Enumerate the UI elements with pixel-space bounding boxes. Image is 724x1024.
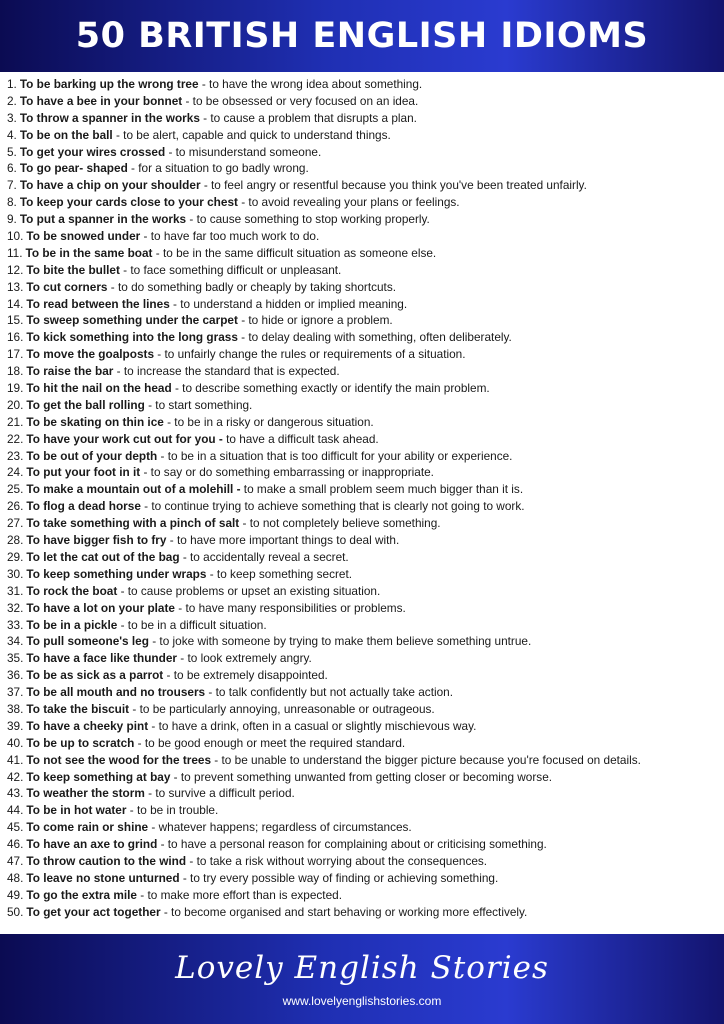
idiom-item xyxy=(0,650,724,667)
idiom-definition: - to have far too much work to do. xyxy=(140,229,320,244)
idiom-number: 31. xyxy=(7,583,24,598)
idiom-definition: - to survive a difficult period. xyxy=(144,786,295,801)
idiom-definition: - to look extremely angry. xyxy=(176,651,312,666)
idiom-definition: - to face something difficult or unpleasant. xyxy=(119,262,342,277)
idiom-item xyxy=(0,481,724,498)
idiom-number: 1. xyxy=(7,77,17,91)
idiom-item xyxy=(0,431,724,448)
idiom-item xyxy=(0,346,724,363)
idiom-term: To cut corners xyxy=(26,279,108,294)
idiom-number: 34. xyxy=(7,634,24,649)
idiom-term: To have a cheeky pint xyxy=(26,718,149,733)
idiom-item xyxy=(0,312,724,329)
idiom-item xyxy=(0,853,724,870)
idiom-item xyxy=(0,870,724,887)
idiom-term: To not see the wood for the trees xyxy=(26,752,212,767)
idiom-definition: - to make more effort than is expected. xyxy=(136,887,342,902)
idiom-term: To move the goalposts xyxy=(26,347,155,362)
idiom-definition: - to unfairly change the rules or requirements of a situation. xyxy=(154,347,466,362)
idiom-item xyxy=(0,566,724,583)
idiom-number: 7. xyxy=(7,178,17,193)
idiom-term: To go pear- shaped xyxy=(19,161,128,176)
idiom-item xyxy=(0,397,724,414)
idiom-number: 19. xyxy=(7,381,24,396)
idiom-number: 25. xyxy=(7,482,24,497)
idiom-number: 20. xyxy=(7,397,24,412)
idiom-definition: - to cause problems or upset an existing situation. xyxy=(117,583,381,598)
idiom-number: 26. xyxy=(7,499,24,514)
idiom-item xyxy=(0,93,724,110)
idiom-definition: - to understand a hidden or implied meaning. xyxy=(169,296,408,311)
idiom-number: 12. xyxy=(7,262,24,277)
idiom-item xyxy=(0,549,724,566)
idiom-term: To sweep something under the carpet xyxy=(26,313,238,328)
header-banner xyxy=(0,0,724,72)
idiom-item xyxy=(0,380,724,397)
idiom-term: To be snowed under xyxy=(26,229,141,244)
idiom-item xyxy=(0,160,724,177)
idiom-number: 47. xyxy=(7,853,24,868)
idiom-number: 3. xyxy=(7,110,17,125)
idiom-definition: - to feel angry or resentful because you think you've been treated unfairly. xyxy=(200,178,587,193)
page-title: 50 BRITISH ENGLISH IDIOMS xyxy=(75,16,649,56)
idiom-definition: - to talk confidently but not actually take action. xyxy=(205,685,453,700)
idiom-number: 17. xyxy=(7,347,24,362)
idiom-item xyxy=(0,279,724,296)
idiom-term: To rock the boat xyxy=(26,583,118,598)
idiom-term: To raise the bar xyxy=(26,364,114,379)
idiom-term: To take something with a pinch of salt xyxy=(26,516,240,531)
idiom-term: To put a spanner in the works xyxy=(19,212,187,227)
idiom-term: To keep something under wraps xyxy=(26,566,207,581)
idiom-term: To have bigger fish to fry xyxy=(26,533,167,548)
idiom-term: To bite the bullet xyxy=(26,262,120,277)
idiom-term: To weather the storm xyxy=(26,786,145,801)
idiom-term: To keep your cards close to your chest xyxy=(19,195,238,210)
idiom-term: To have a chip on your shoulder xyxy=(19,178,201,193)
idiom-item xyxy=(0,785,724,802)
idiom-term: To kick something into the long grass xyxy=(26,330,238,345)
idiom-definition: - to continue trying to achieve something that is clearly not going to work. xyxy=(140,499,525,514)
idiom-definition: - to joke with someone by trying to make them believe something untrue. xyxy=(148,634,532,649)
idiom-definition: - to say or do something embarrassing or inappropriate. xyxy=(140,465,434,480)
idiom-number: 4. xyxy=(7,127,17,142)
idiom-item xyxy=(0,329,724,346)
idiom-item xyxy=(0,262,724,279)
idiom-definition: - to have the wrong idea about something. xyxy=(198,77,423,91)
idiom-definition: - to hide or ignore a problem. xyxy=(237,313,393,328)
idiom-definition: - to have many responsibilities or problems. xyxy=(174,600,406,615)
idiom-number: 30. xyxy=(7,566,24,581)
idiom-term: To be in a pickle xyxy=(26,617,118,632)
idiom-definition: - to not completely believe something. xyxy=(239,516,441,531)
idiom-item xyxy=(0,718,724,735)
idiom-term: To let the cat out of the bag xyxy=(26,549,180,564)
idiom-definition: to make a small problem seem much bigger than it is. xyxy=(240,482,524,497)
idiom-term: To have a face like thunder xyxy=(26,651,177,666)
idiom-number: 11. xyxy=(7,245,23,260)
idiom-number: 2. xyxy=(7,93,17,108)
idiom-number: 50. xyxy=(7,904,24,919)
idiom-definition: to have a difficult task ahead. xyxy=(222,431,379,446)
idiom-number: 15. xyxy=(7,313,24,328)
idiom-item xyxy=(0,464,724,481)
idiom-item xyxy=(0,211,724,228)
idiom-item xyxy=(0,735,724,752)
idiom-term: To throw a spanner in the works xyxy=(19,110,200,125)
idiom-item xyxy=(0,617,724,634)
idiom-number: 43. xyxy=(7,786,24,801)
idiom-term: To get your wires crossed xyxy=(19,144,166,159)
idiom-number: 45. xyxy=(7,820,24,835)
idiom-item xyxy=(0,448,724,465)
idiom-item xyxy=(0,194,724,211)
idiom-item xyxy=(0,245,724,262)
idiom-term: To be on the ball xyxy=(19,127,113,142)
idiom-term: To be all mouth and no trousers xyxy=(26,685,206,700)
idiom-item xyxy=(0,836,724,853)
idiom-term: To be skating on thin ice xyxy=(26,414,164,429)
idiom-term: To read between the lines xyxy=(26,296,170,311)
idiom-item xyxy=(0,515,724,532)
idiom-item xyxy=(0,769,724,786)
idiom-definition: - to take a risk without worrying about the consequences. xyxy=(186,853,488,868)
idiom-definition: - to be in trouble. xyxy=(126,803,219,818)
idiom-number: 24. xyxy=(7,465,24,480)
idiom-item xyxy=(0,110,724,127)
idiom-number: 38. xyxy=(7,701,24,716)
idiom-item xyxy=(0,667,724,684)
idiom-term: To have a lot on your plate xyxy=(26,600,175,615)
idiom-term: To leave no stone unturned xyxy=(26,870,180,885)
idiom-definition: - to be particularly annoying, unreasonable or outrageous. xyxy=(129,701,435,716)
idiom-number: 33. xyxy=(7,617,24,632)
idiom-item xyxy=(0,296,724,313)
idiom-number: 42. xyxy=(7,769,24,784)
idiom-number: 14. xyxy=(7,296,24,311)
idiom-item xyxy=(0,363,724,380)
idiom-number: 46. xyxy=(7,837,24,852)
idiom-item xyxy=(0,701,724,718)
idiom-definition: - to describe something exactly or identify the main problem. xyxy=(171,381,490,396)
idiom-number: 6. xyxy=(7,161,17,176)
idiom-definition: - to misunderstand someone. xyxy=(165,144,322,159)
idiom-item xyxy=(0,498,724,515)
idiom-item xyxy=(0,144,724,161)
idiom-term: To be as sick as a parrot xyxy=(26,668,164,683)
idiom-item xyxy=(0,752,724,769)
idiom-term: To go the extra mile xyxy=(26,887,137,902)
idiom-definition: - to avoid revealing your plans or feelings. xyxy=(237,195,460,210)
idiom-definition: - to do something badly or cheaply by taking shortcuts. xyxy=(107,279,397,294)
idiom-definition: - to delay dealing with something, often deliberately. xyxy=(237,330,512,345)
idiom-definition: - to be in a difficult situation. xyxy=(117,617,267,632)
idiom-term: To have a bee in your bonnet xyxy=(19,93,183,108)
idiom-number: 35. xyxy=(7,651,24,666)
idiom-definition: - to cause something to stop working properly. xyxy=(186,212,430,227)
idiom-definition: - to be obsessed or very focused on an idea. xyxy=(182,93,419,108)
idiom-item xyxy=(0,802,724,819)
idiom-number: 9. xyxy=(7,212,17,227)
brand-logo-text: Lovely English Stories xyxy=(175,950,549,986)
idiom-definition: - to increase the standard that is expected. xyxy=(113,364,340,379)
idiom-term: To put your foot in it xyxy=(26,465,141,480)
idiom-item xyxy=(0,819,724,836)
website-url[interactable]: www.lovelyenglishstories.com xyxy=(282,994,442,1008)
idiom-item xyxy=(0,684,724,701)
idiom-number: 18. xyxy=(7,364,24,379)
idiom-definition: - to be unable to understand the bigger picture because you're focused on details. xyxy=(211,752,641,767)
idiom-term: To get the ball rolling xyxy=(26,397,145,412)
idiom-item xyxy=(0,887,724,904)
idiom-definition: - to prevent something unwanted from getting closer or becoming worse. xyxy=(170,769,553,784)
idiom-definition: - to have a drink, often in a casual or slightly mischievous way. xyxy=(148,718,477,733)
idiom-term: To pull someone's leg xyxy=(26,634,149,649)
idiom-definition: - to have a personal reason for complaining about or criticising something. xyxy=(157,837,547,852)
idiom-number: 8. xyxy=(7,195,17,210)
idiom-definition: - whatever happens; regardless of circumstances. xyxy=(148,820,412,835)
idiom-term: To throw caution to the wind xyxy=(26,853,187,868)
idiom-term: To flog a dead horse xyxy=(26,499,141,514)
idiom-item xyxy=(0,600,724,617)
idiom-definition: - to be in a risky or dangerous situation. xyxy=(163,414,374,429)
idiom-number: 27. xyxy=(7,516,24,531)
idiom-item xyxy=(0,127,724,144)
idiom-number: 13. xyxy=(7,279,24,294)
idiom-term: To be out of your depth xyxy=(26,448,158,463)
idiom-term: To have your work cut out for you - xyxy=(26,431,223,446)
idiom-number: 32. xyxy=(7,600,24,615)
idiom-item xyxy=(0,414,724,431)
idiom-term: To be in hot water xyxy=(26,803,127,818)
idiom-definition: - to have more important things to deal with. xyxy=(166,533,400,548)
idiom-term: To be up to scratch xyxy=(26,735,135,750)
idiom-term: To have an axe to grind xyxy=(26,837,158,852)
idiom-term: To make a mountain out of a molehill - xyxy=(26,482,241,497)
idiom-number: 39. xyxy=(7,718,24,733)
idiom-term: To keep something at bay xyxy=(26,769,171,784)
idiom-definition: - to keep something secret. xyxy=(206,566,353,581)
idiom-list xyxy=(0,76,724,921)
idiom-definition: - for a situation to go badly wrong. xyxy=(127,161,309,176)
idiom-number: 40. xyxy=(7,735,24,750)
idiom-definition: - to be alert, capable and quick to understand things. xyxy=(112,127,391,142)
idiom-number: 44. xyxy=(7,803,24,818)
idiom-number: 29. xyxy=(7,549,24,564)
idiom-number: 16. xyxy=(7,330,24,345)
idiom-definition: - to be good enough or meet the required standard. xyxy=(134,735,406,750)
idiom-definition: - to be in the same difficult situation as someone else. xyxy=(152,245,437,260)
idiom-item xyxy=(0,633,724,650)
idiom-number: 41. xyxy=(7,752,24,767)
idiom-number: 10. xyxy=(7,229,24,244)
idiom-number: 23. xyxy=(7,448,24,463)
idiom-number: 36. xyxy=(7,668,24,683)
idiom-number: 21. xyxy=(7,414,24,429)
footer-banner xyxy=(0,934,724,1024)
idiom-definition: - to be extremely disappointed. xyxy=(163,668,328,683)
idiom-definition: - to cause a problem that disrupts a plan. xyxy=(199,110,417,125)
idiom-number: 37. xyxy=(7,685,24,700)
idiom-item xyxy=(0,177,724,194)
idiom-number: 22. xyxy=(7,431,24,446)
idiom-item xyxy=(0,532,724,549)
idiom-definition: - to accidentally reveal a secret. xyxy=(179,549,349,564)
idiom-term: To be in the same boat xyxy=(25,245,153,260)
idiom-number: 48. xyxy=(7,870,24,885)
idiom-item xyxy=(0,904,724,921)
idiom-term: To hit the nail on the head xyxy=(26,381,172,396)
idiom-term: To get your act together xyxy=(26,904,161,919)
idiom-definition: - to become organised and start behaving or working more effectively. xyxy=(160,904,528,919)
idiom-item xyxy=(0,76,724,93)
idiom-number: 5. xyxy=(7,144,17,159)
idiom-number: 28. xyxy=(7,533,24,548)
idiom-term: To be barking up the wrong tree xyxy=(19,77,199,91)
idiom-item xyxy=(0,583,724,600)
idiom-definition: - to try every possible way of finding or achieving something. xyxy=(179,870,499,885)
idiom-term: To take the biscuit xyxy=(26,701,130,716)
idiom-number: 49. xyxy=(7,887,24,902)
idiom-item xyxy=(0,228,724,245)
idiom-definition: - to be in a situation that is too difficult for your ability or experience. xyxy=(157,448,513,463)
idiom-term: To come rain or shine xyxy=(26,820,149,835)
idiom-definition: - to start something. xyxy=(144,397,253,412)
